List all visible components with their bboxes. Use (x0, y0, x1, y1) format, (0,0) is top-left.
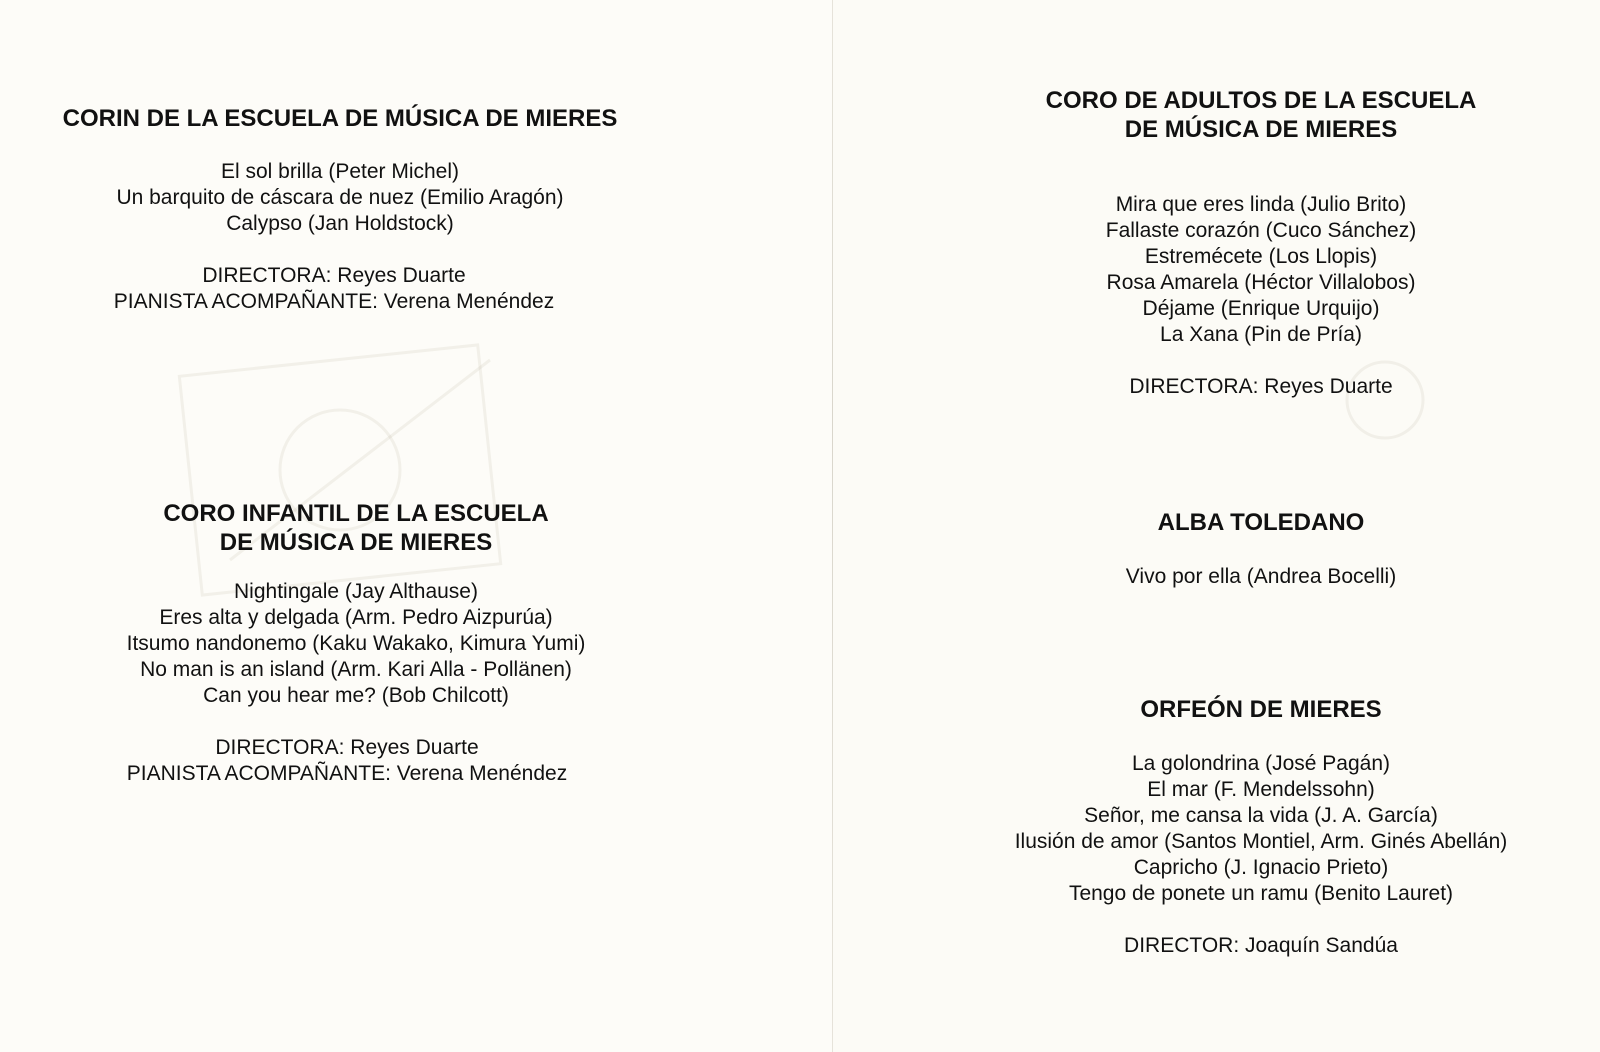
orfeon-title: ORFEÓN DE MIERES (1140, 696, 1382, 723)
alba-program (961, 564, 1561, 590)
adultos-program (961, 192, 1561, 348)
orfeon-section (961, 695, 1561, 959)
program-item: Vivo por ella (Andrea Bocelli) (1125, 565, 1397, 588)
program-item: No man is an island (Arm. Kari Alla - Pollänen) (140, 658, 572, 681)
corin-program (40, 159, 640, 237)
program-item: Nightingale (Jay Althause) (234, 580, 478, 603)
program-item: Un barquito de cáscara de nuez (Emilio Aragón) (116, 186, 564, 209)
infantil-director: DIRECTORA: Reyes Duarte (215, 736, 479, 759)
adultos-section (961, 86, 1561, 400)
infantil-pianist: PIANISTA ACOMPAÑANTE: Verena Menéndez (126, 762, 568, 785)
program-item: El mar (F. Mendelssohn) (1147, 778, 1375, 801)
program-item: Calypso (Jan Holdstock) (226, 212, 454, 235)
program-item: Señor, me cansa la vida (J. A. García) (1084, 804, 1438, 827)
alba-title: ALBA TOLEDANO (1157, 509, 1365, 536)
infantil-section (56, 499, 656, 787)
corin-section (40, 104, 640, 315)
orfeon-program (961, 751, 1561, 907)
program-item: Rosa Amarela (Héctor Villalobos) (1106, 271, 1416, 294)
orfeon-director: DIRECTOR: Joaquín Sandúa (1124, 934, 1398, 957)
program-item: Eres alta y delgada (Arm. Pedro Aizpurúa) (159, 606, 553, 629)
program-item: Tengo de ponete un ramu (Benito Lauret) (1068, 882, 1454, 905)
corin-title: CORIN DE LA ESCUELA DE MÚSICA DE MIERES (62, 105, 618, 132)
program-item: El sol brilla (Peter Michel) (220, 160, 460, 183)
program-item: Itsumo nandonemo (Kaku Wakako, Kimura Yumi) (126, 632, 586, 655)
program-item: Mira que eres linda (Julio Brito) (1115, 193, 1407, 216)
program-item: Ilusión de amor (Santos Montiel, Arm. Ginés Abellán) (1014, 830, 1508, 853)
alba-section (961, 508, 1561, 590)
adultos-director: DIRECTORA: Reyes Duarte (1129, 375, 1393, 398)
corin-director: DIRECTORA: Reyes Duarte (202, 264, 466, 287)
infantil-program (56, 579, 656, 709)
program-item: Capricho (J. Ignacio Prieto) (1133, 856, 1389, 879)
adultos-title-line2: DE MÚSICA DE MIERES (1124, 116, 1398, 143)
infantil-title-line1: CORO INFANTIL DE LA ESCUELA (163, 500, 549, 527)
program-item: Déjame (Enrique Urquijo) (1142, 297, 1380, 320)
adultos-title-line1: CORO DE ADULTOS DE LA ESCUELA (1045, 87, 1477, 114)
corin-pianist: PIANISTA ACOMPAÑANTE: Verena Menéndez (113, 290, 555, 313)
program-item: Can you hear me? (Bob Chilcott) (203, 684, 509, 707)
program-item: Estremécete (Los Llopis) (1144, 245, 1378, 268)
program-item: La Xana (Pin de Pría) (1160, 323, 1362, 346)
infantil-title-line2: DE MÚSICA DE MIERES (219, 529, 493, 556)
page-fold (832, 0, 833, 1052)
program-item: Fallaste corazón (Cuco Sánchez) (1105, 219, 1417, 242)
program-item: La golondrina (José Pagán) (1131, 752, 1390, 775)
